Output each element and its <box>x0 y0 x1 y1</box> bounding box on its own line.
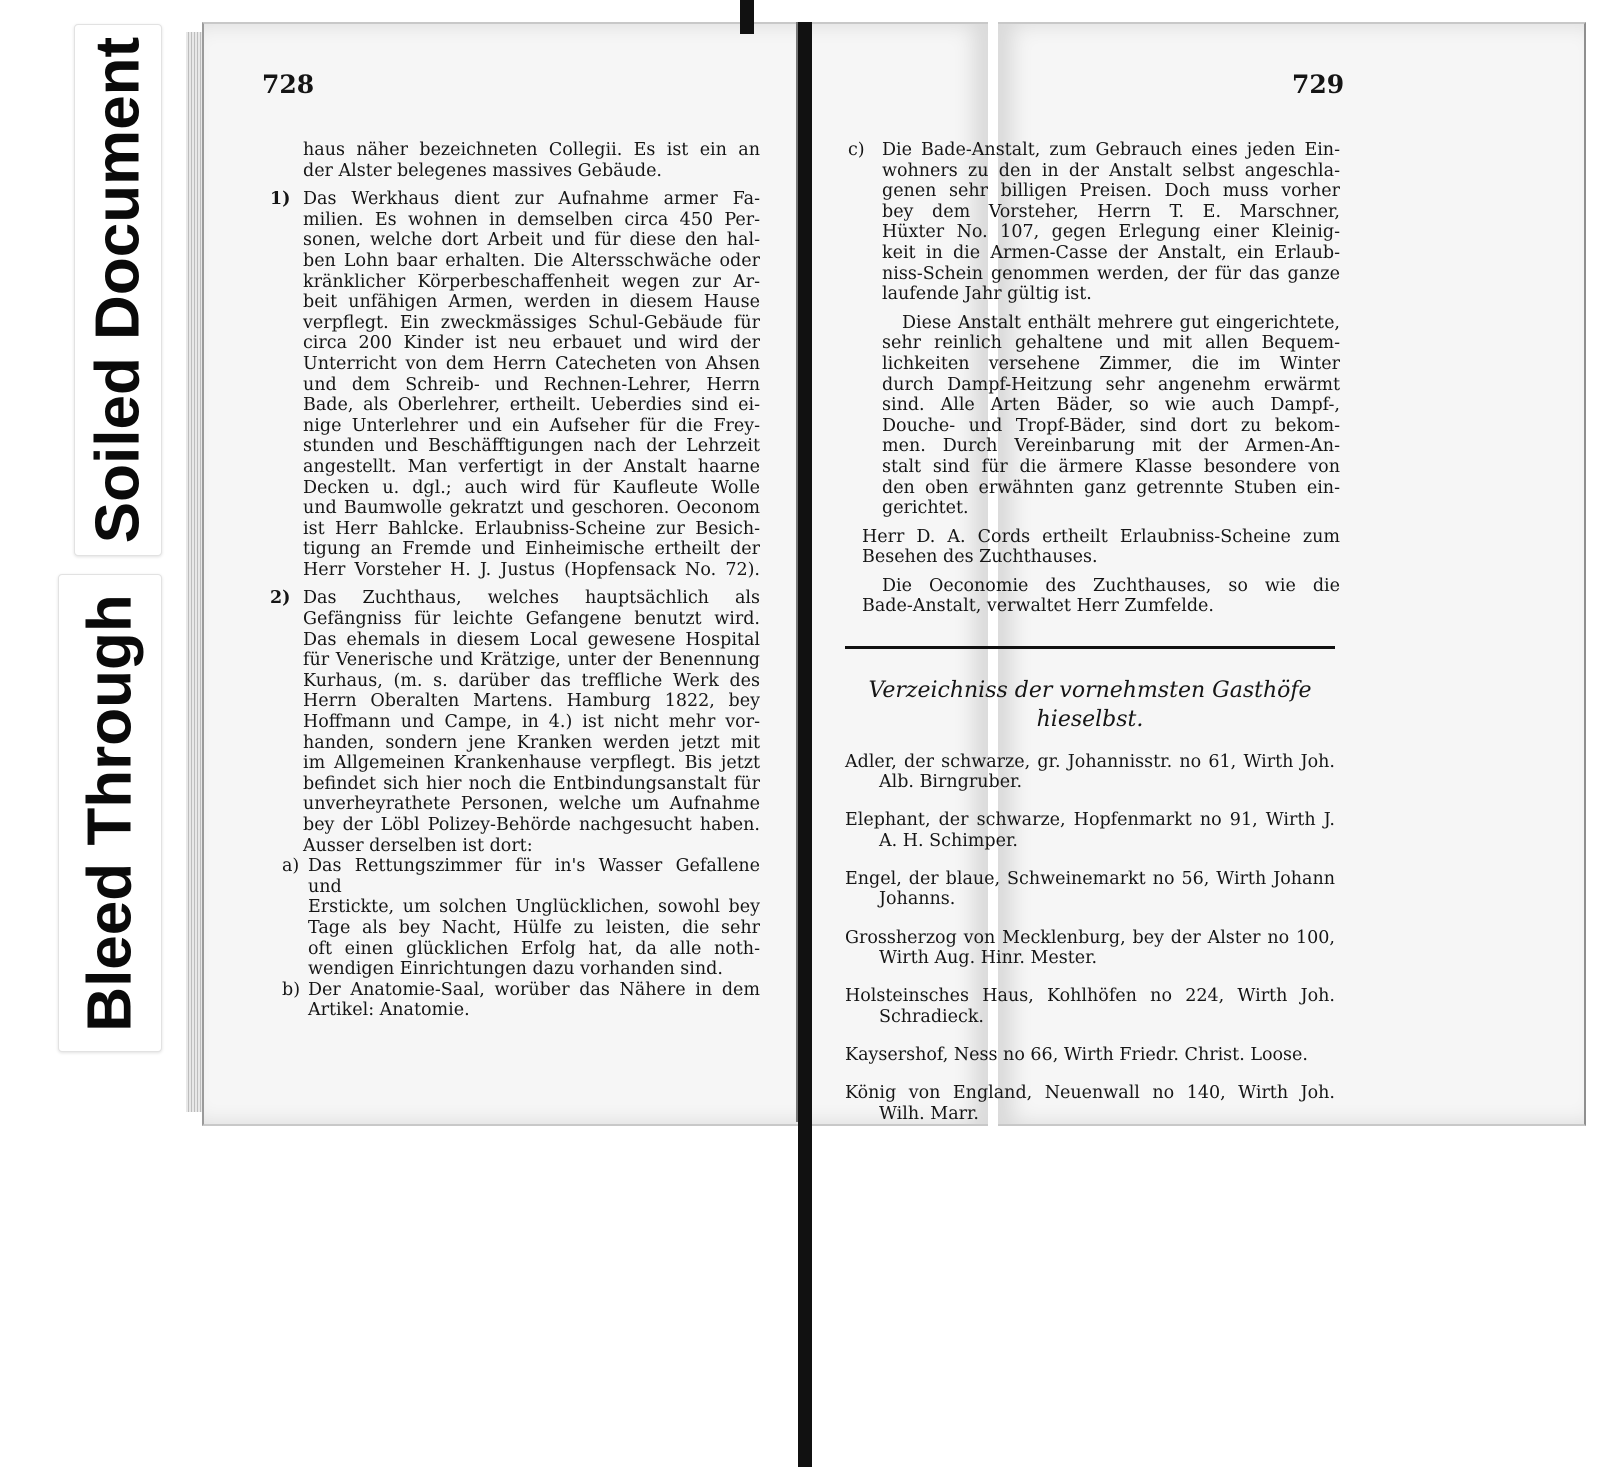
text-line: milien. Es wohnen in demselben circa 450 Per- <box>303 209 760 230</box>
text-line: nige Unterlehrer und ein Aufseher für die Frey- <box>303 415 760 436</box>
paragraph-oeconomie <box>862 576 1340 617</box>
text-line: für Venerische und Krätzige, unter der Benennung <box>303 650 760 671</box>
ribbon-top <box>740 0 754 34</box>
text-line: sind. Alle Arten Bäder, so wie auch Dampf-, <box>882 395 1340 416</box>
text-line: lichkeiten versehene Zimmer, die im Winter <box>882 353 1340 374</box>
text-line: Diese Anstalt enthält mehrere gut eingerichtete, <box>902 312 1340 333</box>
text-line: Artikel: Anatomie. <box>308 1000 470 1021</box>
bleed-through-tag <box>58 574 162 1052</box>
list-item: Engel, der blaue, Schweinemarkt no 56, Wirth Johann Johanns. <box>845 868 1335 910</box>
text-line: verpflegt. Ein zweckmässiges Schul-Gebäude für <box>303 312 760 333</box>
heading-line: hieselbst. <box>1036 707 1144 732</box>
text-line: haus näher bezeichneten Collegii. Es ist ein an <box>303 140 760 160</box>
list-item-zuchthaus <box>270 588 760 856</box>
text-line: niss-Schein genommen werden, der für das ganze <box>882 263 1340 284</box>
list-item: König von England, Neuenwall no 140, Wirth Joh. Wilh. Marr. <box>845 1083 1335 1124</box>
text-line: Bade, als Oberlehrer, ertheilt. Ueberdies sind ei- <box>303 395 760 416</box>
text-line: Bade-Anstalt, verwaltet Herr Zumfelde. <box>862 596 1214 617</box>
text-line: Tage als bey Nacht, Hülfe zu leisten, die sehr <box>308 917 760 938</box>
text-line: Unterricht von dem Herrn Catecheten von Ahsen <box>303 353 760 374</box>
text-line: Das Werkhaus dient zur Aufnahme armer Fa- <box>303 189 760 210</box>
intro-paragraph <box>270 140 760 181</box>
text-line: Der Anatomie-Saal, worüber das Nähere in dem <box>308 979 760 1000</box>
sub-item-anatomie <box>270 980 760 1021</box>
text-line: gerichtet. <box>882 498 969 519</box>
left-page-text <box>270 140 760 1021</box>
text-line: oft einen glücklichen Erfolg hat, da alle noth- <box>308 938 760 959</box>
item-marker: a) <box>282 856 300 877</box>
text-line: Besehen des Zuchthauses. <box>862 547 1098 568</box>
bookmark-ribbon <box>798 22 812 1467</box>
text-line: beit unfähigen Armen, werden in diesem Hause <box>303 292 760 313</box>
text-line: Die Bade-Anstalt, zum Gebrauch eines jeden Ein- <box>882 140 1340 160</box>
text-line: sehr reinlich gehaltene und mit allen Bequem- <box>882 333 1340 354</box>
text-line: der Alster belegenes massives Gebäude. <box>303 160 662 181</box>
sub-item-rettungszimmer <box>270 856 760 980</box>
text-line: Gefängniss für leichte Gefangene benutzt wird. <box>303 609 760 630</box>
list-item: Holsteinsches Haus, Kohlhöfen no 224, Wirth Joh. Schradieck. <box>845 986 1335 1027</box>
list-item: Elephant, der schwarze, Hopfenmarkt no 91, Wirth J. A. H. Schimper. <box>845 810 1335 851</box>
text-line: stalt sind für die ärmere Klasse besondere von <box>882 456 1340 477</box>
text-line: wohners zu den in der Anstalt selbst angeschla- <box>882 160 1340 181</box>
text-line: genen sehr billigen Preisen. Doch muss vorher <box>882 181 1340 202</box>
text-line: Hüxter No. 107, gegen Erlegung einer Kleinig- <box>882 222 1340 243</box>
list-item: Kaysershof, Ness no 66, Wirth Friedr. Christ. Loose. <box>845 1044 1308 1065</box>
soiled-document-tag <box>74 24 162 556</box>
text-line: und Baumwolle gekratzt und geschoren. Oeconom <box>303 498 760 519</box>
list-item-werkhaus <box>270 189 760 580</box>
item-marker: 1) <box>270 189 291 210</box>
paragraph-anstalt <box>862 313 1340 519</box>
text-line: ist Herr Bahlcke. Erlaubniss-Scheine zur Besich- <box>303 518 760 539</box>
inn-list <box>845 734 1335 1142</box>
text-line: unverheyrathete Personen, welche um Aufnahme <box>303 794 760 815</box>
text-line: durch Dampf-Heitzung sehr angenehm erwärmt <box>882 374 1340 395</box>
text-line: stunden und Beschäfftigungen nach der Lehrzeit <box>303 436 760 457</box>
text-line: befindet sich hier noch die Entbindungsanstalt für <box>303 773 760 794</box>
text-line: circa 200 Kinder ist neu erbauet und wird der <box>303 333 760 354</box>
section-divider <box>845 646 1335 649</box>
text-line: Herr D. A. Cords ertheilt Erlaubniss-Scheine zum <box>862 526 1340 547</box>
text-line: Ausser derselben ist dort: <box>303 835 533 856</box>
bleed-through-label: Bleed Through <box>75 594 145 1032</box>
text-line: Douche- und Tropf-Bäder, sind dort zu bekom- <box>882 415 1340 436</box>
text-line: Erstickte, um solchen Unglücklichen, sowohl bey <box>308 897 760 918</box>
text-line: sonen, welche dort Arbeit und für diese den hal- <box>303 230 760 251</box>
item-marker: c) <box>848 140 865 160</box>
item-marker: 2) <box>270 588 291 609</box>
text-line: kränklicher Körperbeschaffenheit wegen zur Ar- <box>303 271 760 292</box>
section-heading <box>845 676 1335 734</box>
text-line: den oben erwähnten ganz getrennte Stuben ein- <box>882 477 1340 498</box>
text-line: bey der Löbl Polizey-Behörde nachgesucht haben. <box>303 815 760 835</box>
text-line: bey dem Vorsteher, Herrn T. E. Marschner, <box>882 201 1340 222</box>
text-line: tigung an Fremde und Einheimische ertheilt der <box>303 539 760 560</box>
text-line: Decken u. dgl.; auch wird für Kaufleute Wolle <box>303 477 760 498</box>
text-line: Herr Vorsteher H. J. Justus (Hopfensack No. 72). <box>303 559 760 580</box>
text-line: keit in die Armen-Casse der Anstalt, ein Erlaub- <box>882 242 1340 263</box>
list-item: Grossherzog von Mecklenburg, bey der Alster no 100, Wirth Aug. Hinr. Mester. <box>845 927 1335 969</box>
text-line: Hoffmann und Campe, in 4.) ist nicht mehr vor- <box>303 712 760 733</box>
text-line: im Allgemeinen Krankenhause verpflegt. Bis jetzt <box>303 753 760 774</box>
text-line: Das ehemals in diesem Local gewesene Hospital <box>303 629 760 650</box>
text-line: und dem Schreib- und Rechnen-Lehrer, Herrn <box>303 374 760 395</box>
text-line: Kurhaus, (m. s. darüber das treffliche Werk des <box>303 670 760 691</box>
text-line: angestellt. Man verfertigt in der Anstalt haarne <box>303 456 760 477</box>
soiled-document-label: Soiled Document <box>83 36 153 544</box>
page-number-right: 729 <box>1292 70 1345 99</box>
text-line: handen, sondern jene Kranken werden jetzt mit <box>303 732 760 753</box>
item-marker: b) <box>282 979 301 1000</box>
text-line: men. Durch Vereinbarung mit der Armen-An- <box>882 436 1340 457</box>
heading-line: Verzeichniss der vornehmsten Gasthöfe <box>868 678 1312 703</box>
text-line: Das Zuchthaus, welches hauptsächlich als <box>303 588 760 609</box>
sub-item-bade-anstalt <box>848 140 1340 305</box>
page-number-left: 728 <box>262 70 315 99</box>
list-item: Adler, der schwarze, gr. Johannisstr. no 61, Wirth Joh. Alb. Birngruber. <box>845 751 1335 793</box>
text-line: laufende Jahr gültig ist. <box>882 284 1092 305</box>
text-line: Die Oeconomie des Zuchthauses, so wie die <box>882 575 1340 596</box>
text-line: Das Rettungszimmer für in's Wasser Gefallene und <box>308 856 760 897</box>
right-page-text <box>848 140 1340 617</box>
paragraph-cords <box>862 527 1340 568</box>
text-line: wendigen Einrichtungen dazu vorhanden sind. <box>308 959 723 980</box>
text-line: ben Lohn baar erhalten. Die Altersschwäche oder <box>303 250 760 271</box>
text-line: Herrn Oberalten Martens. Hamburg 1822, bey <box>303 691 760 712</box>
